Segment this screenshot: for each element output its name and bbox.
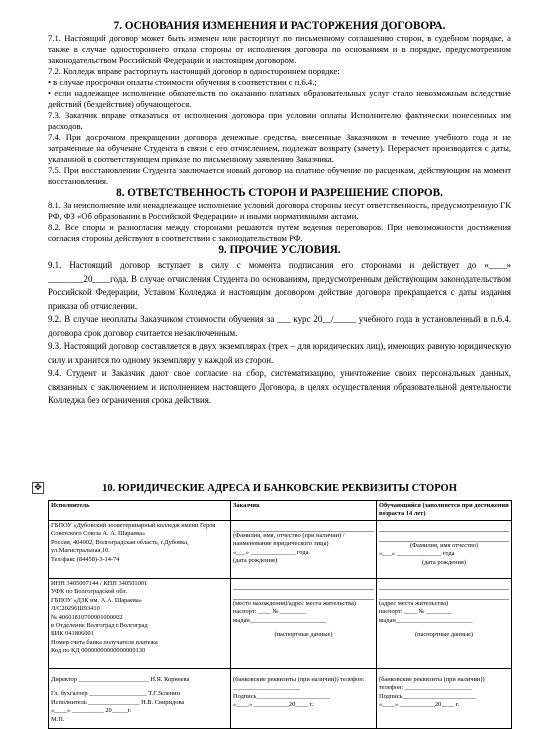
customer-fio-label: (Фамилия, имя, отчество (при наличии) /наименование юридического лица) [233, 532, 345, 548]
customer-address-cell [231, 579, 377, 669]
clause-9-2: 9.2. В случае неоплаты Заказчиком стоимости обучения за ___ курс 20__/_____ учебного года в установленный в п.6.4. договора срок договор считается незаключенным. [48, 314, 511, 338]
section-10-title [34, 483, 511, 494]
header-customer: Заказчик [231, 501, 377, 521]
student-info-cell [377, 521, 512, 579]
section-8 [48, 187, 511, 244]
section-10-title-text: 10. ЮРИДИЧЕСКИЕ АДРЕСА И БАНКОВСКИЕ РЕКВИЗИТЫ СТОРОН [102, 483, 457, 494]
student-fio-line-1[interactable] [379, 524, 509, 532]
student-birthdate: «___» ______________ года [379, 550, 455, 558]
bank-line-0: ИНН 3405007144 / КПП 340501001 [51, 580, 148, 587]
clause-7-1: 7.1. Настоящий договор может быть изменен или расторгнут по письменному соглашению сторон, в судебном порядке, а также в случае одностороннего отказа стороны от исполнения договора по основаниям и в порядке, предусмотренном законодательством Российской Федерации и настоящим договором. [48, 33, 511, 65]
contract-page [34, 20, 511, 723]
section-9 [48, 244, 511, 408]
customer-info-cell [231, 521, 377, 579]
student-passport-label: (паспортные данные) [414, 631, 474, 639]
clause-7-2-b: • если надлежащее исполнение обязательств по оказанию платных образовательных услуг стало невозможным вследствие действий (бездействия) обучающегося. [48, 88, 511, 109]
executor-signature: Исполнитель ________________ Н.В. Свиридова [51, 698, 185, 706]
customer-sign: Подпись_______________________ [233, 692, 330, 700]
executor-info-cell [49, 521, 231, 579]
section-9-title: 9. ПРОЧИЕ УСЛОВИЯ. [218, 244, 341, 256]
clause-8-1: 8.1. За неисполнение или ненадлежащее исполнение условий договора стороны несут ответственность, предусмотренную ГК РФ, ФЗ «Об образовании в Российской Федерации» и иными нормативными актами. [48, 200, 511, 221]
header-executor: Исполнитель [49, 501, 231, 521]
student-sign-date: «____» ___________20____ г. [379, 701, 460, 709]
executor-address: Россия, 404002, Волгоградская область, г.Дубовка, ул.Магистральная,10. [51, 538, 189, 555]
customer-signature-cell [231, 669, 377, 729]
student-signature-cell [377, 669, 512, 729]
accountant-signature: Гл. бухгалтер __________________ Т.Г.Зеленин [51, 690, 180, 698]
student-address-cell [377, 579, 512, 669]
student-passport: паспорт: ____ № ________ [379, 608, 452, 616]
director-signature: Директор ______________________ Н.Я. Корнеева [51, 676, 190, 683]
bank-line-4: № 40601810700001000002 [51, 613, 123, 621]
executor-phone: Тел/факс (84458)-3-14-74 [51, 555, 120, 563]
customer-issued: выдан________________________ [233, 616, 327, 624]
table-move-handle-icon[interactable]: ✥ [32, 482, 44, 494]
student-address-line-2[interactable] [379, 592, 509, 600]
customer-birthdate-label: (дата рождения) [233, 557, 277, 565]
header-student: Обучающийся (заполняется при достижении возраста 14 лет) [377, 501, 512, 521]
student-birthdate-label: (дата рождения) [422, 558, 466, 566]
customer-passport: паспорт: ____ № ________ [233, 608, 306, 616]
requisites-table [48, 500, 512, 729]
section-7-title: 7. ОСНОВАНИЯ ИЗМЕНЕНИЯ И РАСТОРЖЕНИЯ ДОГОВОРА. [113, 20, 446, 32]
student-issued: выдан________________________ [379, 616, 473, 624]
student-address-line-1[interactable] [379, 582, 509, 590]
clause-8-2: 8.2. Все споры и разногласия между сторонами решаются путем ведения переговоров. При невозможности достижения согласия стороны действуют в соответствии с законодательством РФ. [48, 222, 511, 243]
customer-fio-line[interactable] [233, 524, 374, 532]
executor-sign-date: «____» __________ 20_____г. [51, 707, 132, 715]
clause-9-1: 9.1. Настоящий договор вступает в силу с момента подписания его сторонами и действует до «____» ________20____года. В случае отчисления Студента по основаниям, предусмотренным действующим законодательством Российской Федерации, Уставом Колледжа и настоящим договором действие договора прекращается с даты издания приказа об отчислении. [48, 260, 511, 311]
clause-7-4: 7.4. При досрочном прекращении договора денежные средства, внесенные Заказчиком в течение учебного года и не затраченные на обучение Студента в связи с его отчислением, подлежат возврату (зачету). Перерасчет производится с даты, указанной в соответствующем приказе по письменному заявлению Заказчика. [48, 132, 511, 164]
clause-9-3: 9.3. Настоящий договор составляется в двух экземплярах (трех – для юридических лиц), имеющих равную юридическую силу и хранится по одному экземпляру у каждой из сторон. [48, 341, 511, 365]
stamp-placeholder: М.П. [51, 715, 65, 723]
student-bank: (банковские реквизиты (при наличии)) телефон: _____________________ [379, 676, 485, 692]
clause-9-4: 9.4. Студент и Заказчик дают свое согласие на сбор, систематизацию, уничтожение своих персональных данных, связанных с заключением и исполнением настоящего Договора, в целях осуществления образовательной деятельности Колледжа без ограничения срока действия. [48, 368, 511, 405]
customer-passport-label: (паспортные данные) [274, 631, 333, 639]
bank-line-6: БИК 041806001 [51, 630, 94, 638]
student-fio-label: (Фамилия, имя отчество) [409, 542, 479, 549]
clause-7-2-a: • в случае просрочки оплаты стоимости обучения в соответствии с п.6.4.; [48, 77, 317, 87]
customer-address-line-1[interactable] [233, 582, 374, 590]
clause-7-2: 7.2. Колледж вправе расторгнуть настоящий договор в одностороннем порядке: [48, 66, 340, 76]
clause-7-3: 7.3. Заказчик вправе отказаться от исполнения договора при условии оплаты Исполнителю фактически понесенных им расходов. [48, 110, 511, 131]
customer-bank: (банковские реквизиты (при наличии)) телефон: _____________________ [233, 676, 365, 692]
bank-line-5: в Отделение Волгоград г.Волгоград [51, 622, 148, 630]
section-8-title: 8. ОТВЕТСТВЕННОСТЬ СТОРОН И РАЗРЕШЕНИЕ СПОРОВ. [116, 187, 443, 199]
student-sign: Подпись_______________________ [379, 692, 476, 700]
bank-line-1: УФК по Волгоградской обл. [51, 588, 128, 596]
student-fio-line-2[interactable] [379, 534, 509, 542]
executor-bank-cell [49, 579, 231, 669]
customer-sign-date: «____» ___________20____ г. [233, 701, 314, 709]
executor-name: ГБПОУ «Дубовский зооветеринарный колледж имени Героя Советского Союза А. А. Шараева» [51, 522, 216, 538]
bank-line-7: Номер счета банка получателя платежа [51, 638, 158, 646]
executor-signatures-cell [49, 669, 231, 729]
customer-address-line-2[interactable] [233, 592, 374, 600]
customer-address-label: (место нахождения)/адрес места жительства) [233, 600, 356, 607]
section-7 [48, 20, 511, 187]
customer-birthdate: «___» ______________ года [233, 548, 309, 556]
bank-line-8: Код по КД 00000000000000000130 [51, 647, 146, 655]
clause-7-5: 7.5. При восстановлении Студента заключается новый договор на платное обучение по расценкам, действующим на момент восстановления. [48, 165, 511, 186]
bank-line-3: Л/С20296Ш93410 [51, 605, 100, 613]
bank-line-2: ГБПОУ «ДЗК им. А.А. Шараева» [51, 596, 142, 604]
student-address-label: (адрес места жительства) [379, 600, 449, 607]
